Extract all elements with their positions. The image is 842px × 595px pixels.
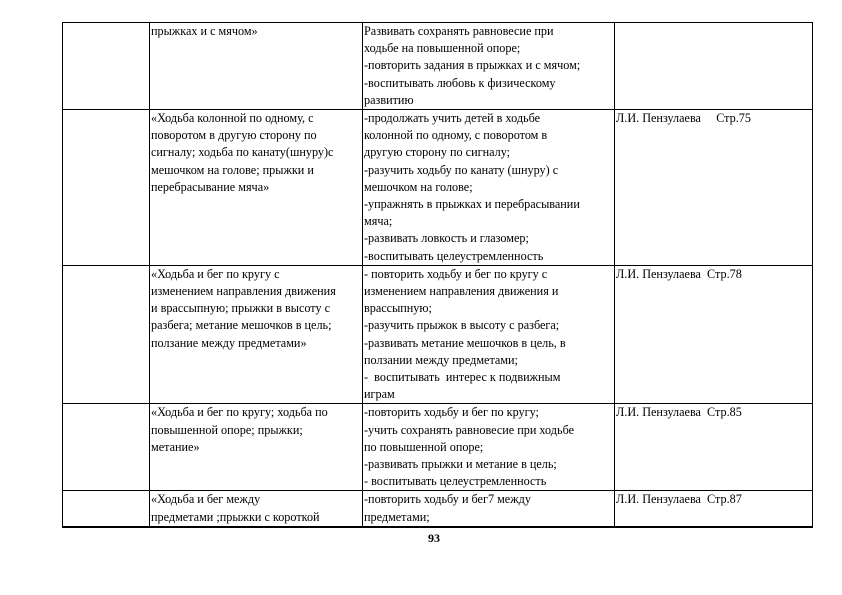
topic-line: ползание между предметами» (151, 335, 307, 350)
goal-line: ползании между предметами; (364, 352, 518, 367)
topic-line: повышенной опоре; прыжки; (151, 422, 303, 437)
lesson-plan-table (62, 22, 813, 528)
topic-line: метание» (151, 439, 200, 454)
goals-cell (363, 23, 615, 110)
page-number: 93 (428, 531, 440, 545)
goal-line: -воспитывать целеустремленность (364, 248, 544, 263)
topic-line: «Ходьба и бег по кругу с (151, 266, 280, 281)
goals-cell (363, 491, 615, 527)
goal-line: -упражнять в прыжках и перебрасывании (364, 197, 580, 212)
topic-line: перебрасывание мяча» (151, 179, 270, 194)
goal-line: по повышенной опоре; (364, 439, 484, 454)
source-text: Л.И. Пензулаева Стр.85 (616, 405, 742, 420)
goal-line: -развивать прыжки и метание в цель; (364, 457, 557, 472)
source-text: Л.И. Пензулаева Стр.87 (616, 492, 742, 507)
table-row (63, 491, 813, 527)
goal-line: - повторить ходьбу и бег по кругу с (364, 266, 548, 281)
topic-line: и врассыпную; прыжки в высоту с (151, 301, 331, 316)
goal-line: -развивать метание мешочков в цель, в (364, 335, 566, 350)
topic-line: мешочком на голове; прыжки и (151, 162, 314, 177)
goal-line: врассыпную; (364, 301, 432, 316)
goal-line: -учить сохранять равновесие при ходьбе (364, 422, 575, 437)
topic-line: изменением направления движения (151, 284, 336, 299)
goals-cell (363, 110, 615, 266)
source-cell (615, 23, 813, 110)
topic-cell (150, 23, 363, 110)
topic-cell (150, 491, 363, 527)
goal-line: -разучить прыжок в высоту с разбега; (364, 318, 560, 333)
goal-line: мяча; (364, 214, 393, 229)
source-cell (615, 491, 813, 527)
topic-line: поворотом в другую сторону по (151, 128, 317, 143)
source-cell (615, 265, 813, 404)
source-text: Л.И. Пензулаева Стр.75 (616, 111, 751, 126)
topic-line: предметами ;прыжки с короткой (151, 509, 320, 524)
goal-line: играм (364, 387, 395, 402)
topic-cell (150, 110, 363, 266)
topic-line: «Ходьба колонной по одному, с (151, 111, 314, 126)
goal-line: ходьбе на повышенной опоре; (364, 41, 521, 56)
table-row (63, 110, 813, 266)
table-row (63, 265, 813, 404)
goal-line: изменением направления движения и (364, 284, 559, 299)
goal-line: мешочком на голове; (364, 179, 473, 194)
goals-cell (363, 265, 615, 404)
goal-line: -развивать ловкость и глазомер; (364, 231, 529, 246)
goal-line: Развивать сохранять равновесие при (364, 24, 554, 38)
table-row (63, 23, 813, 110)
source-cell (615, 110, 813, 266)
goal-line: -повторить ходьбу и бег по кругу; (364, 405, 539, 420)
topic-line: «Ходьба и бег по кругу; ходьба по (151, 405, 328, 420)
goal-line: -продолжать учить детей в ходьбе (364, 111, 541, 126)
empty-cell (63, 265, 150, 404)
goal-line: другую сторону по сигналу; (364, 145, 511, 160)
table-row (63, 404, 813, 491)
goal-line: -повторить задания в прыжках и с мячом; (364, 58, 581, 73)
goal-line: - воспитывать интерес к подвижным (364, 370, 561, 385)
topic-line: сигналу; ходьба по канату(шнуру)с (151, 145, 334, 160)
goals-cell (363, 404, 615, 491)
topic-line: «Ходьба и бег между (151, 492, 261, 507)
topic-cell (150, 265, 363, 404)
source-text: Л.И. Пензулаева Стр.78 (616, 266, 742, 281)
goal-line: -повторить ходьбу и бег7 между (364, 492, 531, 507)
goal-line: -разучить ходьбу по канату (шнуру) с (364, 162, 559, 177)
empty-cell (63, 110, 150, 266)
goal-line: колонной по одному, с поворотом в (364, 128, 548, 143)
empty-cell (63, 491, 150, 527)
goal-line: развитию (364, 92, 414, 107)
topic-cell (150, 404, 363, 491)
goal-line: предметами; (364, 509, 430, 524)
topic-line: прыжках и с мячом» (151, 24, 258, 38)
goal-line: -воспитывать любовь к физическому (364, 75, 556, 90)
empty-cell (63, 404, 150, 491)
topic-line: разбега; метание мешочков в цель; (151, 318, 332, 333)
empty-cell (63, 23, 150, 110)
source-cell (615, 404, 813, 491)
goal-line: - воспитывать целеустремленность (364, 474, 547, 489)
